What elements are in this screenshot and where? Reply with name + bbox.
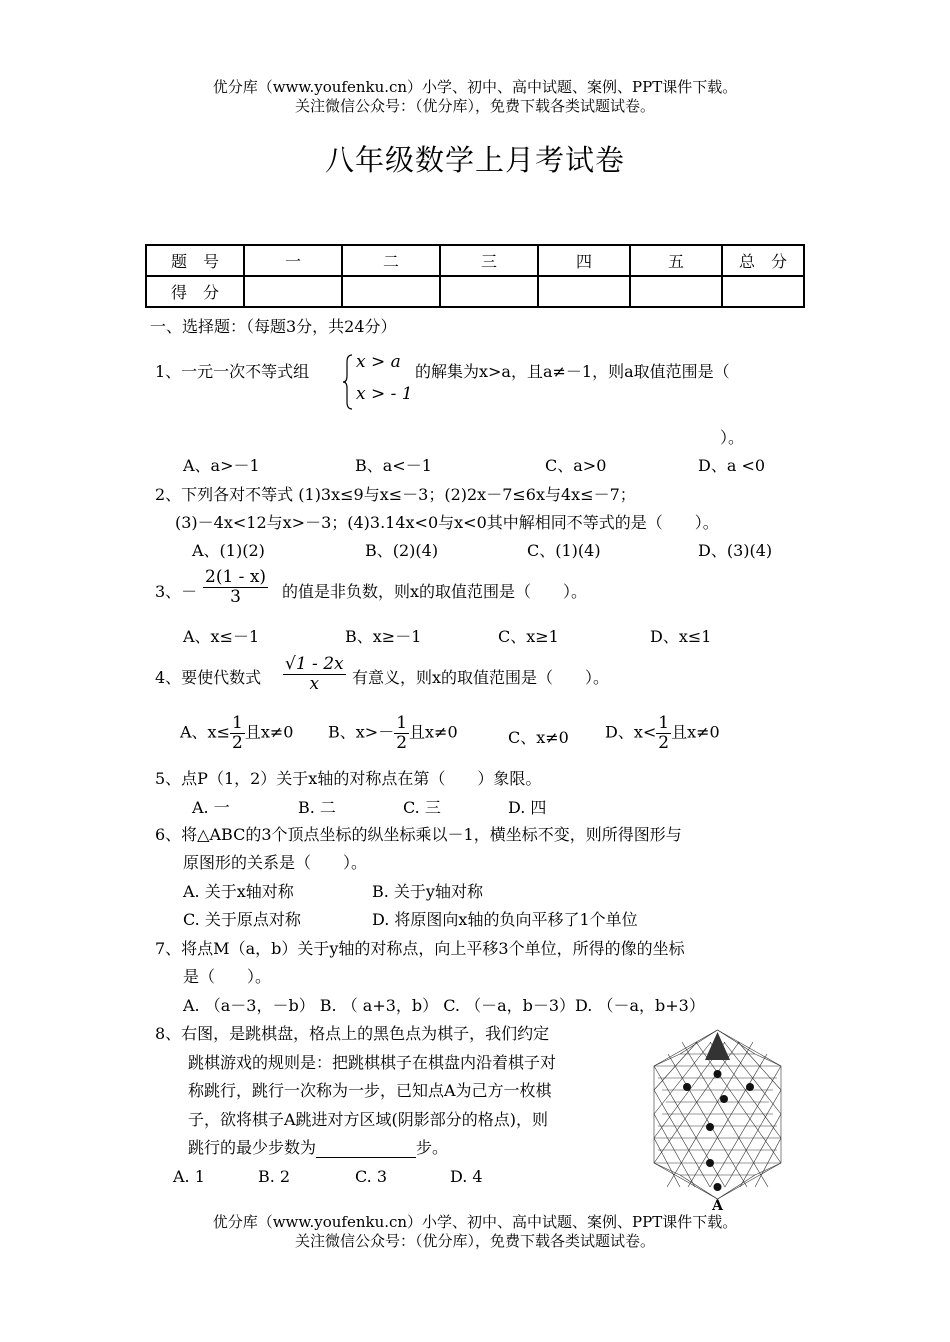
q8-line-5-suffix: 步。 [416, 1138, 449, 1157]
q3-option-b[interactable]: B、x≥－1 [345, 627, 422, 646]
q3-fraction [203, 568, 268, 606]
table-cell: 五 [630, 245, 722, 276]
table-cell: 二 [342, 245, 440, 276]
q4-option-tail: 且x≠0 [409, 722, 458, 742]
q1-system-eq1: x > a [356, 352, 401, 372]
q8-line-1: 8、右图，是跳棋盘，格点上的黑色点为棋子，我们约定 [155, 1024, 550, 1043]
table-cell: 题 号 [146, 245, 244, 276]
q3-denominator: 3 [230, 586, 241, 607]
q6-line-1: 6、将△ABC的3个顶点坐标的纵坐标乘以－1，横坐标不变，则所得图形与 [155, 825, 682, 844]
q1-option-b[interactable]: B、a<－1 [355, 456, 432, 475]
half-numerator: 1 [396, 713, 408, 733]
q8-line-3: 称跳行，跳行一次称为一步，已知点A为己方一枚棋 [188, 1081, 552, 1100]
q1-stem-suffix: 的解集为x>a，且a≠－1，则a取值范围是（ [415, 362, 730, 381]
checker-piece-icon [683, 1083, 691, 1091]
q5-option-a[interactable]: A. 一 [192, 798, 230, 817]
q4-numerator: √1 - 2x [285, 654, 344, 674]
header-line-1: 优分库（www.youfenku.cn）小学、初中、高中试题、案例、PPT课件下载。 [212, 78, 738, 96]
section-heading: 一、选择题：（每题3分，共24分） [150, 317, 397, 336]
q6-option-b[interactable]: B. 关于y轴对称 [372, 882, 483, 901]
q1-system-eq2: x > - 1 [356, 384, 413, 404]
checker-piece-icon [706, 1159, 714, 1167]
q8-line-4: 子，欲将棋子A跳进对方区域(阴影部分的格点)，则 [188, 1110, 549, 1129]
q4-option-a-prefix: A、x≤ [180, 722, 230, 742]
q4-option-b-prefix: B、x>－ [328, 722, 395, 742]
half-denominator: 2 [232, 732, 243, 753]
q2-option-b[interactable]: B、(2)(4) [365, 541, 439, 560]
answer-blank[interactable] [316, 1141, 416, 1158]
table-cell: 得 分 [146, 276, 244, 307]
score-input-cell[interactable] [538, 276, 630, 307]
q3-option-d[interactable]: D、x≤1 [650, 627, 712, 646]
q8-option-c[interactable]: C. 3 [355, 1167, 388, 1186]
q1-option-d[interactable]: D、a <0 [698, 456, 766, 475]
checker-piece-icon [720, 1095, 728, 1103]
checker-piece-a-icon [714, 1183, 722, 1191]
q7-line-1: 7、将点M（a，b）关于y轴的对称点，向上平移3个单位，所得的像的坐标 [155, 939, 685, 958]
q1-option-a[interactable]: A、a>－1 [183, 456, 260, 475]
header-line-2: 关注微信公众号：（优分库），免费下载各类试题试卷。 [294, 97, 655, 115]
q2-option-a[interactable]: A、(1)(2) [192, 541, 265, 560]
q6-option-a[interactable]: A. 关于x轴对称 [183, 882, 294, 901]
q3-option-a[interactable]: A、x≤－1 [183, 627, 260, 646]
score-table [145, 244, 805, 308]
q6-option-d[interactable]: D. 将原图向x轴的负向平移了1个单位 [372, 910, 638, 929]
footer-line-2: 关注微信公众号：（优分库），免费下载各类试题试卷。 [294, 1232, 655, 1250]
page-title: 八年级数学上月考试卷 [324, 143, 625, 177]
checkers-board-diagram [650, 1028, 785, 1213]
q5-option-d[interactable]: D. 四 [508, 798, 547, 817]
brace-icon [343, 354, 353, 410]
q7-options[interactable]: A. （a－3，－b） B. （ a+3，b） C. （－a，b－3）D. （－a，b+3） [183, 996, 705, 1015]
q8-option-a[interactable]: A. 1 [173, 1167, 205, 1186]
half-denominator: 2 [396, 732, 408, 753]
q4-fraction [283, 655, 346, 693]
q4-stem-prefix: 4、要使代数式 [155, 668, 262, 687]
q3-stem-suffix: 的值是非负数，则x的取值范围是（ ）。 [282, 582, 588, 601]
half-numerator: 1 [232, 713, 243, 733]
q3-option-c[interactable]: C、x≥1 [498, 627, 559, 646]
target-area-icon [705, 1032, 730, 1060]
score-input-cell[interactable] [342, 276, 440, 307]
half-denominator: 2 [658, 732, 670, 753]
q1-stem-prefix: 1、一元一次不等式组 [155, 362, 310, 381]
q4-option-tail: 且x≠0 [244, 722, 294, 742]
q1-option-c[interactable]: C、a>0 [545, 456, 607, 475]
q4-option-a[interactable] [180, 714, 293, 752]
table-cell: 四 [538, 245, 630, 276]
q4-option-tail: 且x≠0 [671, 722, 720, 742]
checker-piece-icon [746, 1083, 754, 1091]
checker-piece-icon [714, 1070, 722, 1078]
q2-line-2: (3)－4x<12与x>－3；(4)3.14x<0与x<0其中解相同不等式的是（ ）。 [175, 513, 719, 532]
piece-a-label: A [712, 1198, 723, 1213]
q1-close: ）。 [720, 428, 745, 447]
q7-line-2: 是（ ）。 [183, 967, 272, 986]
q5-stem: 5、点P（1，2）关于x轴的对称点在第（ ）象限。 [155, 769, 542, 788]
score-table-score-row [146, 276, 804, 307]
q2-option-d[interactable]: D、(3)(4) [698, 541, 773, 560]
q4-stem-suffix: 有意义，则x的取值范围是（ ）。 [352, 668, 610, 687]
q8-line-5-prefix: 跳行的最少步数为 [188, 1138, 317, 1157]
footer-line-1: 优分库（www.youfenku.cn）小学、初中、高中试题、案例、PPT课件下载。 [212, 1213, 738, 1231]
half-numerator: 1 [658, 713, 670, 733]
score-input-cell[interactable] [244, 276, 342, 307]
q2-option-c[interactable]: C、(1)(4) [527, 541, 601, 560]
score-table-header-row [146, 245, 804, 276]
q4-option-d-prefix: D、x< [605, 722, 657, 742]
q8-option-d[interactable]: D. 4 [450, 1167, 483, 1186]
q6-option-c[interactable]: C. 关于原点对称 [183, 910, 301, 929]
table-cell: 三 [440, 245, 538, 276]
q5-option-b[interactable]: B. 二 [298, 798, 336, 817]
q8-option-b[interactable]: B. 2 [258, 1167, 291, 1186]
q3-stem-prefix: 3、－ [155, 582, 198, 601]
score-input-cell[interactable] [440, 276, 538, 307]
q5-option-c[interactable]: C. 三 [403, 798, 441, 817]
q4-option-d[interactable] [605, 714, 720, 752]
q8-line-2: 跳棋游戏的规则是：把跳棋棋子在棋盘内沿着棋子对 [188, 1053, 557, 1072]
q6-line-2: 原图形的关系是（ ）。 [183, 853, 368, 872]
q8-line-5 [188, 1138, 448, 1158]
q4-option-b[interactable] [328, 714, 458, 752]
score-input-cell[interactable] [630, 276, 722, 307]
table-cell: 总 分 [722, 245, 804, 276]
score-input-cell[interactable] [722, 276, 804, 307]
q3-numerator: 2(1 - x) [205, 567, 267, 587]
checker-piece-icon [706, 1123, 714, 1131]
q2-line-1: 2、下列各对不等式 (1)3x≤9与x≤－3；(2)2x－7≤6x与4x≤－7； [155, 485, 636, 504]
q4-option-c[interactable]: C、x≠0 [508, 728, 569, 747]
q4-denominator: x [309, 673, 320, 694]
table-cell: 一 [244, 245, 342, 276]
